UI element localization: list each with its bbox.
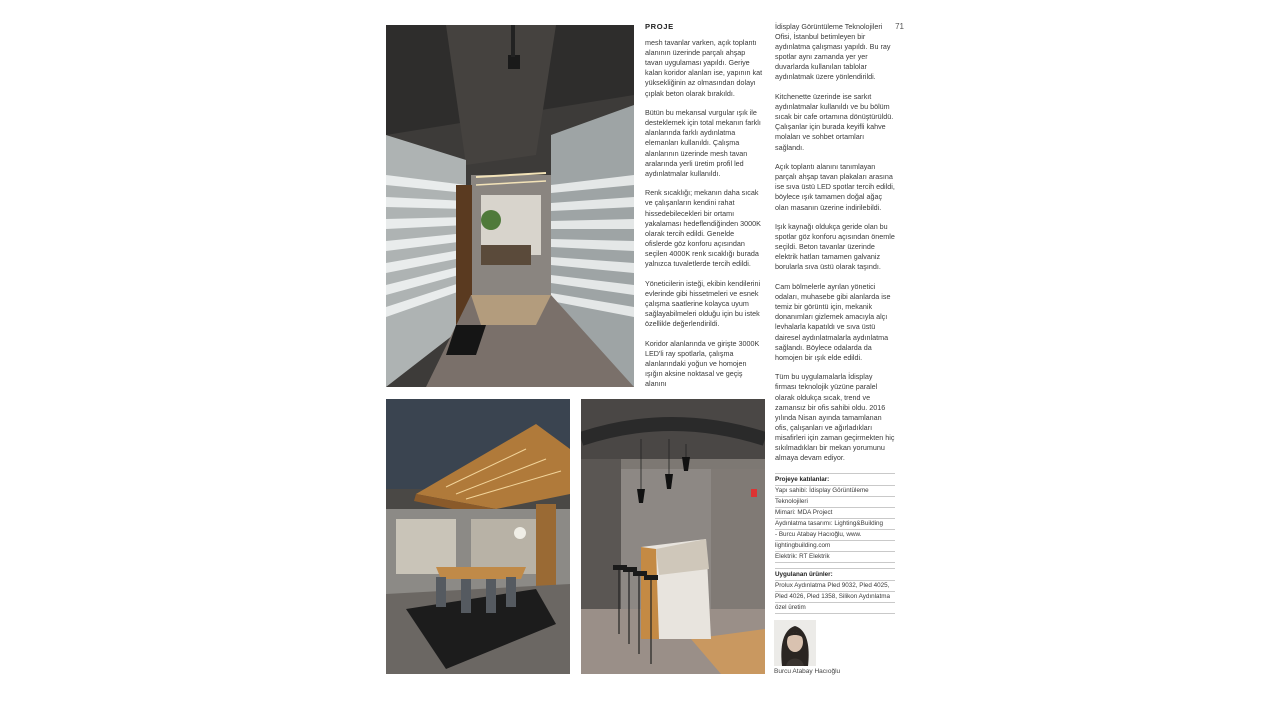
credit-line: Yapı sahibi: İdisplay Görüntüleme: [775, 486, 895, 497]
paragraph: Açık toplantı alanını tanımlayan parçalı ahşap tavan plakaları arasına ise sıva üstü LED spotlar tercih edildi, böylece ışık tamamen doğal ağaç olan masanın üzerine indirilebildi.: [775, 162, 895, 212]
paragraph: Işık kaynağı oldukça geride olan bu spotlar göz konforu açısından önemle seçildi. Beton tavanlar üzerinde elektrik hatları tamamen galvaniz borularla sıva üstü olarak taşındı.: [775, 222, 895, 272]
product-line: Pled 4026, Pled 1358, Silikon Aydınlatma: [775, 592, 895, 603]
paragraph: Bütün bu mekansal vurgular ışık ile desteklemek için total mekanın farklı alanlarında farklı aydınlatma elemanları kullanıldı. Çalışma alanlarının üzerinde mesh tavan aralarında yerli üretim profil led aydınlatmalar kullanıldı.: [645, 108, 761, 178]
credit-line: Teknolojileri: [775, 497, 895, 508]
kitchenette-photo: [581, 399, 765, 674]
paragraph: mesh tavanlar varken, açık toplantı alanının üzerinde parçalı ahşap tavan uygulaması yapıldı. Geriye kalan koridor alanları ise, yapının kat yüksekliğinin az olmasından dolayı çıplak beton olarak bırakıldı.: [645, 38, 763, 98]
credit-line: - Burcu Atabay Hacıoğlu, www.: [775, 530, 895, 541]
credit-line: Mimari: MDA Project: [775, 508, 895, 519]
corridor-photo: [386, 25, 634, 387]
product-line: özel üretim: [775, 603, 895, 614]
text-column-1: [645, 22, 763, 399]
credit-line: lightingbuilding.com: [775, 541, 895, 552]
credits-box: [775, 473, 895, 614]
products-title: Uygulanan ürünler:: [775, 569, 895, 581]
product-line: Prolux Aydınlatma Pled 9032, Pled 4025,: [775, 581, 895, 592]
paragraph: Kitchenette üzerinde ise sarkıt aydınlatmalar kullanıldı ve bu bölüm sıcak bir cafe ortamına dönüştürüldü. Çalışanlar için burada keyifli kahve molaları ve sohbet ortamları sağlandı.: [775, 92, 894, 152]
text-column-2: [775, 22, 895, 614]
paragraph: Renk sıcaklığı; mekanın daha sıcak ve çalışanların kendini rahat hissedebilecekleri bir ortamı yakalaması hedeflendiğinden 3000K olarak tercih edildi. Genelde ofislerde göz konforu açısından seçilen 4000K renk sıcaklığı burada yalnızca tuvaletlerde tercih edildi.: [645, 188, 761, 268]
author-portrait: [774, 620, 816, 666]
credit-line: Elektrik: RT Elektrik: [775, 552, 895, 563]
paragraph: İdisplay Görüntüleme Teknolojileri Ofisi, İstanbul betimleyen bir aydınlatma çalışması yapıldı. Bu ray spotlar aynı zamanda yer yer duvarlarda kullanılan tablolar aydınlatmak üzere yönlendirildi.: [775, 22, 891, 82]
contributors-title: Projeye katılanlar:: [775, 474, 895, 486]
author-caption: Burcu Atabay Hacıoğlu: [774, 668, 841, 675]
paragraph: Cam bölmelerle ayrılan yönetici odaları, muhasebe gibi alanlarda ise temiz bir görüntü için, mekanik donanımları gizlemek amacıyla alçı levhalarla kapatıldı ve sıva üstü dairesel aydınlatmalarla aydınlatma sağlandı. Böylece odalarda da homojen bir ışık elde edildi.: [775, 282, 891, 362]
section-tag: PROJE: [645, 22, 674, 31]
paragraph: Yöneticilerin isteği, ekibin kendilerini evlerinde gibi hissetmeleri ve esnek çalışma saatlerine kolayca uyum sağlayabilmeleri olduğu için bu istek özellikle değerlendirildi.: [645, 278, 761, 328]
paragraph: Koridor alanlarında ve girişte 3000K LED'li ray spotlarla, çalışma alanlarındaki yoğun ve homojen ışığın aksine noktasal ve geçiş alanını: [645, 338, 760, 388]
meeting-area-photo: [386, 399, 570, 674]
credit-line: Aydınlatma tasarımı: Lighting&Building: [775, 519, 895, 530]
paragraph: Tüm bu uygulamalarla İdisplay firması teknolojik yüzüne paralel olarak oldukça sıcak, trend ve zamansız bir ofis sahibi oldu. 2016 yılında Nisan ayında tamamlanan ofis, çalışanları ve ağırladıkları misafirleri için zaman geçirmekten hiç sıkılmadıkları bir mekan yorumunu almaya devam ediyor.: [775, 372, 895, 463]
magazine-page: [386, 20, 906, 680]
page-number: 71: [895, 22, 904, 31]
